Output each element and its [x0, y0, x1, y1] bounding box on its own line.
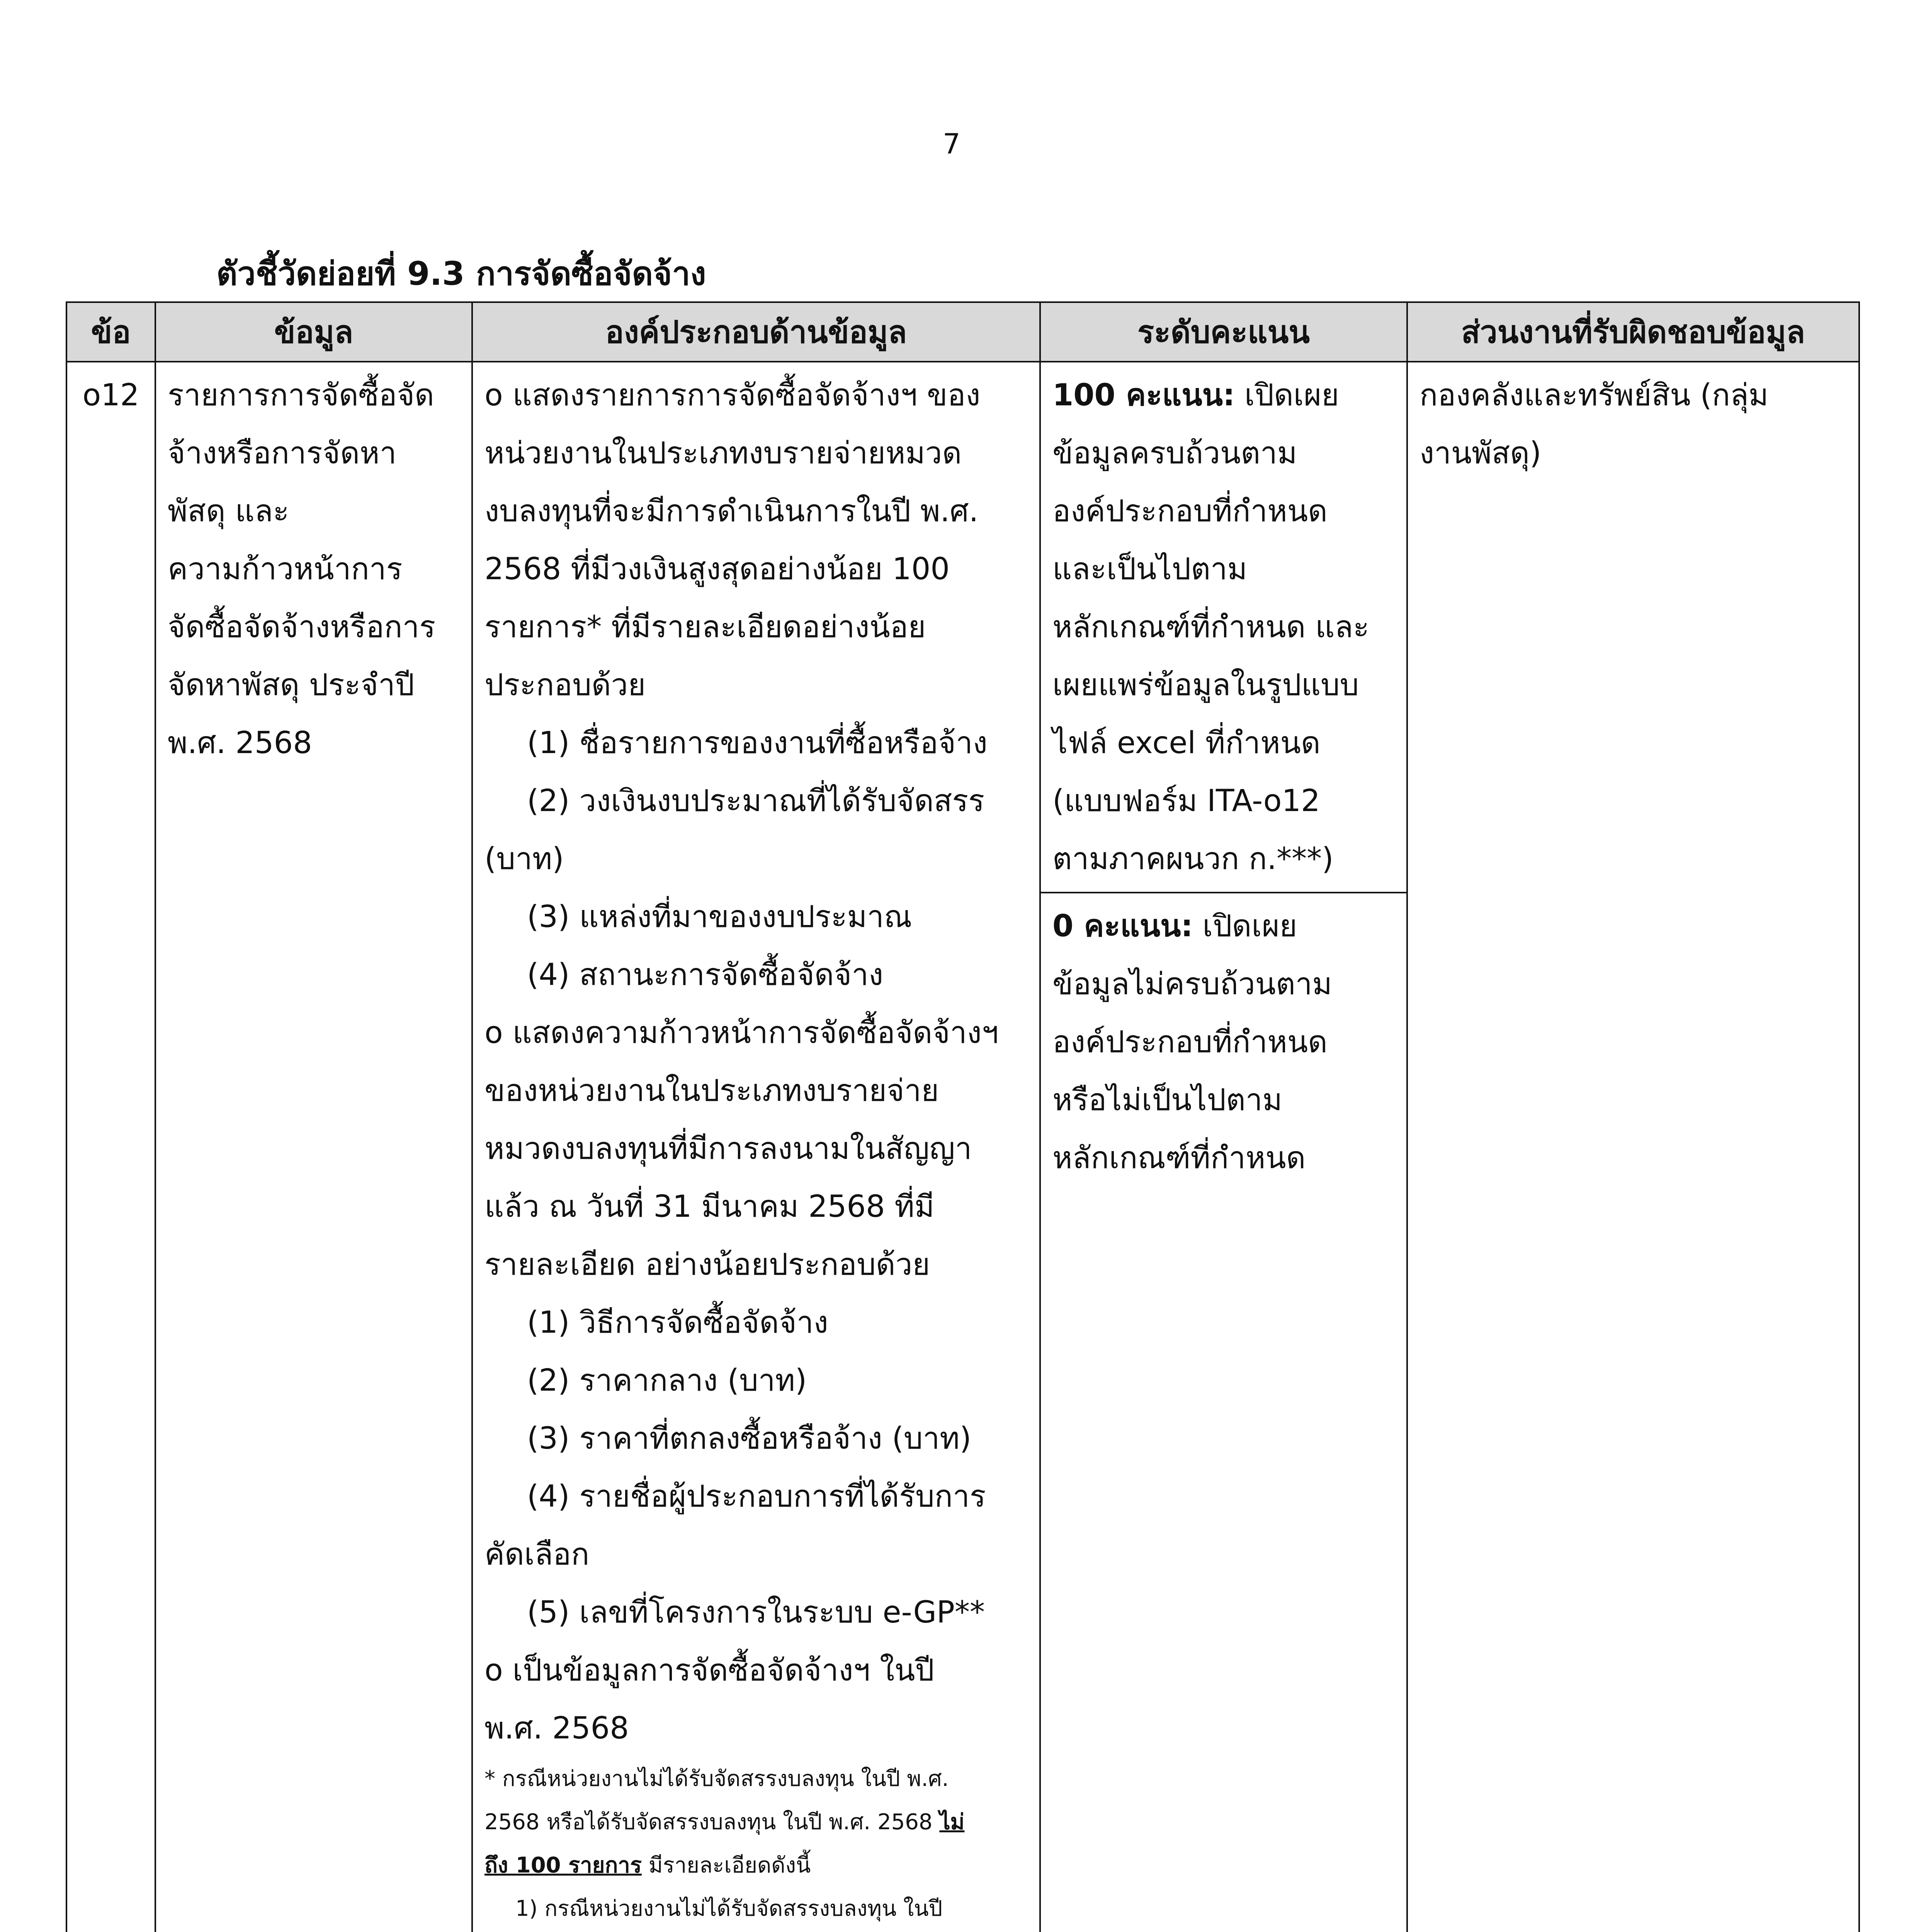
page-number: 7: [943, 128, 960, 160]
component-line: คัดเลือก: [484, 1537, 590, 1572]
footnote-line: [484, 1930, 1028, 1932]
component-line: ประกอบด้วย: [484, 668, 646, 702]
component-subitem: (3) ราคาที่ตกลงซื้อหรือจ้าง (บาท): [527, 1421, 972, 1456]
score-full-label: 100 คะแนน:: [1052, 378, 1235, 413]
component-line: หมวดงบลงทุนที่มีการลงนามในสัญญา: [484, 1131, 972, 1166]
score-text: เปิดเผย: [1235, 378, 1339, 413]
item-line: รายการการจัดซื้อจัด: [168, 378, 434, 413]
table-row: [66, 362, 1859, 1932]
header-components: องค์ประกอบด้านข้อมูล: [472, 302, 1040, 362]
score-text: เปิดเผย: [1193, 909, 1297, 944]
score-levels: [1040, 362, 1407, 1932]
score-line: [1052, 366, 1395, 424]
component-subitem: (3) แหล่งที่มาของงบประมาณ: [527, 900, 912, 934]
component-line: o แสดงความก้าวหน้าการจัดซื้อจัดจ้างฯ: [484, 1015, 999, 1050]
component-line: ของหน่วยงานในประเภทงบรายจ่าย: [484, 1073, 939, 1108]
component-line: พ.ศ. 2568: [484, 1711, 629, 1746]
table-header-row: [66, 302, 1859, 362]
component-subitem: (4) รายชื่อผู้ประกอบการที่ได้รับการ: [527, 1479, 986, 1514]
component-subitem: (1) วิธีการจัดซื้อจัดจ้าง: [527, 1305, 828, 1340]
score-line: (แบบฟอร์ม ITA-o12: [1052, 784, 1320, 818]
footnote-text: 2568 หรือได้รับจัดสรรงบลงทุน ในปี พ.ศ. 2568: [484, 1810, 940, 1835]
footnote-emphasis: ถึง 100 รายการ: [484, 1853, 642, 1878]
component-line: งบลงทุนที่จะมีการดำเนินการในปี พ.ศ.: [484, 494, 979, 529]
header-responsible: ส่วนงานที่รับผิดชอบข้อมูล: [1407, 302, 1859, 362]
score-line: ข้อมูลครบถ้วนตาม: [1052, 436, 1297, 471]
score-zero-label: 0 คะแนน:: [1052, 909, 1193, 944]
component-subitem: (5) เลขที่โครงการในระบบ e-GP**: [527, 1595, 985, 1630]
item-line: จัดซื้อจัดจ้างหรือการ: [168, 610, 436, 645]
footnote: [484, 1757, 1028, 1932]
footnote-line: [484, 1844, 1028, 1887]
item-description: [155, 362, 472, 1932]
header-score: ระดับคะแนน: [1040, 302, 1407, 362]
component-line: แล้ว ณ วันที่ 31 มีนาคม 2568 ที่มี: [484, 1189, 935, 1224]
score-line: ไฟล์ excel ที่กำหนด: [1052, 726, 1321, 760]
component-line: รายการ* ที่มีรายละเอียดอย่างน้อย: [484, 610, 926, 645]
responsible-unit: [1407, 362, 1859, 1932]
component-subitem: (2) ราคากลาง (บาท): [527, 1363, 807, 1398]
section-title: ตัวชี้วัดย่อยที่ 9.3 การจัดซื้อจัดจ้าง: [216, 255, 706, 293]
data-components: [472, 362, 1040, 1932]
score-line: หลักเกณฑ์ที่กำหนด และ: [1052, 610, 1370, 645]
component-line: (บาท): [484, 842, 564, 876]
footnote-line: [484, 1801, 1028, 1844]
footnote-emphasis: ไม่: [939, 1810, 965, 1835]
score-full: [1041, 362, 1406, 892]
score-line: องค์ประกอบที่กำหนด: [1052, 494, 1328, 529]
header-no: ข้อ: [66, 302, 155, 362]
score-line: ตามภาคผนวก ก.***): [1052, 842, 1334, 876]
component-line: o แสดงรายการการจัดซื้อจัดจ้างฯ ของ: [484, 378, 981, 413]
component-line: o เป็นข้อมูลการจัดซื้อจัดจ้างฯ ในปี: [484, 1653, 934, 1688]
component-subitem: (4) สถานะการจัดซื้อจัดจ้าง: [527, 957, 884, 992]
score-line: หรือไม่เป็นไปตาม: [1052, 1083, 1282, 1117]
component-line: รายละเอียด อย่างน้อยประกอบด้วย: [484, 1247, 930, 1282]
item-line: พัสดุ และ: [168, 494, 289, 529]
header-item: ข้อมูล: [155, 302, 472, 362]
item-number: o12: [66, 362, 155, 1932]
score-line: และเป็นไปตาม: [1052, 552, 1248, 587]
score-line: ข้อมูลไม่ครบถ้วนตาม: [1052, 967, 1332, 1002]
component-line: 2568 ที่มีวงเงินสูงสุดอย่างน้อย 100: [484, 552, 950, 587]
item-line: ความก้าวหน้าการ: [168, 552, 403, 587]
footnote-text: มีรายละเอียดดังนี้: [641, 1853, 811, 1878]
component-subitem: (2) วงเงินงบประมาณที่ได้รับจัดสรร: [527, 784, 985, 818]
score-zero: [1041, 892, 1406, 1191]
responsible-line: งานพัสดุ): [1420, 436, 1542, 471]
item-line: พ.ศ. 2568: [168, 726, 312, 760]
footnote-line: 1) กรณีหน่วยงานไม่ได้รับจัดสรรงบลงทุน ในปี: [515, 1896, 943, 1921]
item-line: จ้างหรือการจัดหา: [168, 436, 397, 471]
component-line: หน่วยงานในประเภทงบรายจ่ายหมวด: [484, 436, 962, 471]
component-subitem: (1) ชื่อรายการของงานที่ซื้อหรือจ้าง: [527, 726, 988, 760]
item-line: จัดหาพัสดุ ประจำปี: [168, 668, 415, 702]
score-line: หลักเกณฑ์ที่กำหนด: [1052, 1141, 1306, 1175]
score-line: องค์ประกอบที่กำหนด: [1052, 1025, 1328, 1060]
indicator-table: [66, 301, 1860, 1932]
responsible-line: กองคลังและทรัพย์สิน (กลุ่ม: [1420, 378, 1769, 413]
score-line: เผยแพร่ข้อมูลในรูปแบบ: [1052, 668, 1359, 702]
score-line: [1052, 897, 1395, 955]
footnote-line: * กรณีหน่วยงานไม่ได้รับจัดสรรงบลงทุน ในปี พ.ศ.: [484, 1766, 949, 1791]
